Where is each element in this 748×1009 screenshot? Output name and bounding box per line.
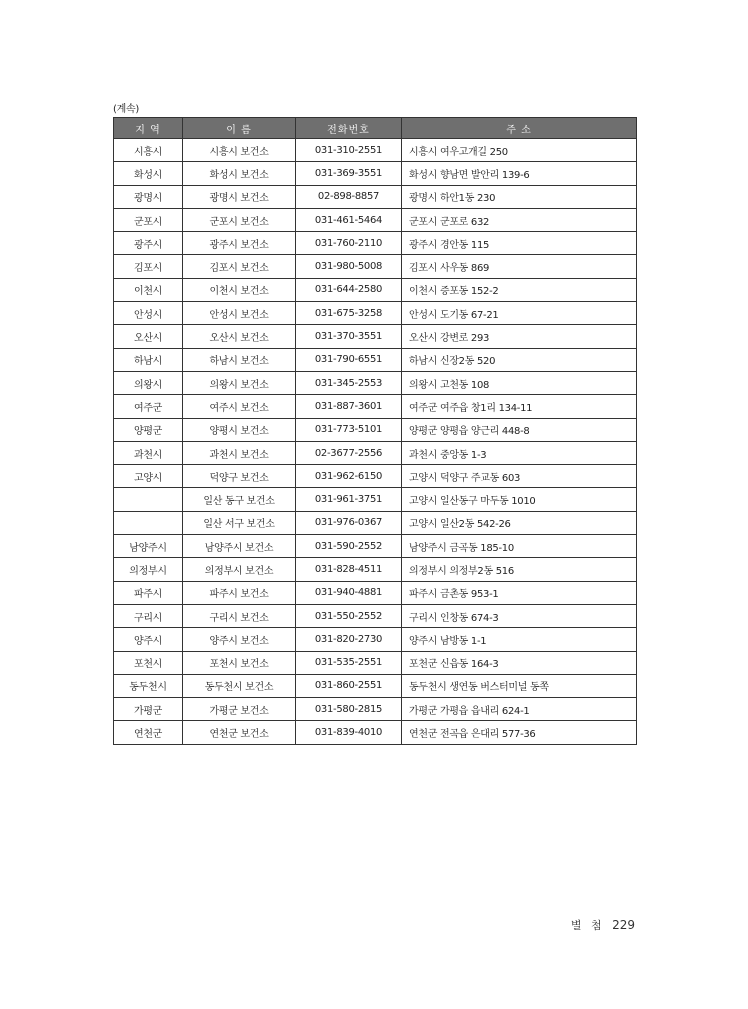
cell-region: 양평군 <box>114 418 183 441</box>
cell-name: 덕양구 보건소 <box>183 465 296 488</box>
page-footer <box>571 917 635 933</box>
cell-phone: 031-839-4010 <box>296 721 402 744</box>
cell-region: 김포시 <box>114 255 183 278</box>
cell-name: 화성시 보건소 <box>183 162 296 185</box>
cell-phone: 031-369-3551 <box>296 162 402 185</box>
cell-address: 양평군 양평읍 양근리 448-8 <box>402 418 637 441</box>
cell-name: 일산 서구 보건소 <box>183 511 296 534</box>
cell-name: 군포시 보건소 <box>183 208 296 231</box>
cell-phone: 031-310-2551 <box>296 139 402 162</box>
table-row <box>114 255 637 278</box>
cell-phone: 031-370-3551 <box>296 325 402 348</box>
table-row <box>114 208 637 231</box>
cell-name: 일산 동구 보건소 <box>183 488 296 511</box>
cell-address: 연천군 전곡읍 은대리 577-36 <box>402 721 637 744</box>
cell-phone: 031-580-2815 <box>296 698 402 721</box>
cell-phone: 031-760-2110 <box>296 232 402 255</box>
cell-phone: 031-675-3258 <box>296 302 402 325</box>
cell-phone: 031-962-6150 <box>296 465 402 488</box>
table-row <box>114 139 637 162</box>
cell-name: 구리시 보건소 <box>183 604 296 627</box>
cell-region: 남양주시 <box>114 535 183 558</box>
cell-address: 포천군 신읍동 164-3 <box>402 651 637 674</box>
table-row <box>114 558 637 581</box>
cell-phone: 031-820-2730 <box>296 628 402 651</box>
header-phone: 전화번호 <box>296 118 402 139</box>
table-row <box>114 418 637 441</box>
table-row <box>114 465 637 488</box>
cell-region: 동두천시 <box>114 674 183 697</box>
cell-address: 이천시 증포동 152-2 <box>402 278 637 301</box>
cell-region: 의왕시 <box>114 371 183 394</box>
cell-name: 오산시 보건소 <box>183 325 296 348</box>
cell-address: 가평군 가평읍 읍내리 624-1 <box>402 698 637 721</box>
cell-address: 과천시 중앙동 1-3 <box>402 441 637 464</box>
header-name: 이 름 <box>183 118 296 139</box>
table-row <box>114 721 637 744</box>
cell-region: 오산시 <box>114 325 183 348</box>
cell-name: 파주시 보건소 <box>183 581 296 604</box>
cell-name: 의왕시 보건소 <box>183 371 296 394</box>
cell-address: 구리시 인창동 674-3 <box>402 604 637 627</box>
cell-region: 과천시 <box>114 441 183 464</box>
cell-address: 광주시 경안동 115 <box>402 232 637 255</box>
cell-name: 김포시 보건소 <box>183 255 296 278</box>
cell-region: 의정부시 <box>114 558 183 581</box>
table-row <box>114 651 637 674</box>
cell-address: 의정부시 의정부2동 516 <box>402 558 637 581</box>
appendix-label: 별 첨 <box>570 919 605 932</box>
cell-name: 가평군 보건소 <box>183 698 296 721</box>
cell-phone: 031-887-3601 <box>296 395 402 418</box>
header-region: 지 역 <box>114 118 183 139</box>
cell-region: 하남시 <box>114 348 183 371</box>
cell-address: 김포시 사우동 869 <box>402 255 637 278</box>
table-body <box>114 139 637 745</box>
cell-region: 화성시 <box>114 162 183 185</box>
cell-region: 파주시 <box>114 581 183 604</box>
cell-region: 가평군 <box>114 698 183 721</box>
cell-phone: 031-980-5008 <box>296 255 402 278</box>
cell-phone: 031-461-5464 <box>296 208 402 231</box>
cell-address: 고양시 일산2동 542-26 <box>402 511 637 534</box>
cell-phone: 031-590-2552 <box>296 535 402 558</box>
table-row <box>114 535 637 558</box>
cell-phone: 031-940-4881 <box>296 581 402 604</box>
cell-region: 포천시 <box>114 651 183 674</box>
cell-phone: 031-976-0367 <box>296 511 402 534</box>
cell-region <box>114 511 183 534</box>
cell-address: 고양시 덕양구 주교동 603 <box>402 465 637 488</box>
cell-phone: 031-860-2551 <box>296 674 402 697</box>
cell-address: 시흥시 여우고개길 250 <box>402 139 637 162</box>
cell-region: 구리시 <box>114 604 183 627</box>
cell-phone: 031-961-3751 <box>296 488 402 511</box>
cell-phone: 031-345-2553 <box>296 371 402 394</box>
cell-address: 군포시 군포로 632 <box>402 208 637 231</box>
table-row <box>114 628 637 651</box>
table-row <box>114 604 637 627</box>
cell-address: 양주시 남방동 1-1 <box>402 628 637 651</box>
cell-phone: 031-773-5101 <box>296 418 402 441</box>
cell-address: 화성시 향남면 발안리 139-6 <box>402 162 637 185</box>
cell-region: 안성시 <box>114 302 183 325</box>
cell-name: 하남시 보건소 <box>183 348 296 371</box>
table-row <box>114 441 637 464</box>
cell-phone: 02-898-8857 <box>296 185 402 208</box>
cell-region: 군포시 <box>114 208 183 231</box>
cell-region: 양주시 <box>114 628 183 651</box>
cell-name: 광주시 보건소 <box>183 232 296 255</box>
cell-name: 시흥시 보건소 <box>183 139 296 162</box>
table-row <box>114 185 637 208</box>
cell-region: 시흥시 <box>114 139 183 162</box>
cell-region: 연천군 <box>114 721 183 744</box>
cell-phone: 031-535-2551 <box>296 651 402 674</box>
cell-name: 안성시 보건소 <box>183 302 296 325</box>
table-row <box>114 162 637 185</box>
cell-address: 고양시 일산동구 마두동 1010 <box>402 488 637 511</box>
cell-address: 동두천시 생연동 버스터미널 동쪽 <box>402 674 637 697</box>
cell-name: 의정부시 보건소 <box>183 558 296 581</box>
table-row <box>114 348 637 371</box>
cell-address: 광명시 하안1동 230 <box>402 185 637 208</box>
cell-address: 하남시 신장2동 520 <box>402 348 637 371</box>
continued-label: (계속) <box>113 104 139 115</box>
cell-phone: 031-790-6551 <box>296 348 402 371</box>
table-row <box>114 302 637 325</box>
cell-name: 이천시 보건소 <box>183 278 296 301</box>
cell-phone: 031-828-4511 <box>296 558 402 581</box>
table-row <box>114 674 637 697</box>
cell-address: 여주군 여주읍 창1리 134-11 <box>402 395 637 418</box>
page-number: 229 <box>612 918 635 932</box>
table-header-row <box>114 118 637 139</box>
cell-name: 과천시 보건소 <box>183 441 296 464</box>
table-row <box>114 395 637 418</box>
cell-name: 동두천시 보건소 <box>183 674 296 697</box>
table-row <box>114 511 637 534</box>
health-center-table <box>113 117 637 745</box>
table-row <box>114 698 637 721</box>
cell-address: 안성시 도기동 67-21 <box>402 302 637 325</box>
cell-name: 여주시 보건소 <box>183 395 296 418</box>
cell-address: 파주시 금촌동 953-1 <box>402 581 637 604</box>
cell-region <box>114 488 183 511</box>
cell-region: 이천시 <box>114 278 183 301</box>
table-row <box>114 278 637 301</box>
table-row <box>114 488 637 511</box>
cell-address: 오산시 강변로 293 <box>402 325 637 348</box>
cell-region: 고양시 <box>114 465 183 488</box>
cell-name: 남양주시 보건소 <box>183 535 296 558</box>
cell-region: 광주시 <box>114 232 183 255</box>
cell-name: 연천군 보건소 <box>183 721 296 744</box>
table-row <box>114 325 637 348</box>
cell-name: 포천시 보건소 <box>183 651 296 674</box>
table-row <box>114 581 637 604</box>
cell-phone: 031-644-2580 <box>296 278 402 301</box>
cell-name: 양주시 보건소 <box>183 628 296 651</box>
cell-address: 남양주시 금곡동 185-10 <box>402 535 637 558</box>
cell-address: 의왕시 고천동 108 <box>402 371 637 394</box>
cell-region: 광명시 <box>114 185 183 208</box>
table-row <box>114 232 637 255</box>
header-address: 주 소 <box>402 118 637 139</box>
table-row <box>114 371 637 394</box>
cell-phone: 031-550-2552 <box>296 604 402 627</box>
cell-phone: 02-3677-2556 <box>296 441 402 464</box>
cell-name: 광명시 보건소 <box>183 185 296 208</box>
cell-region: 여주군 <box>114 395 183 418</box>
cell-name: 양평시 보건소 <box>183 418 296 441</box>
